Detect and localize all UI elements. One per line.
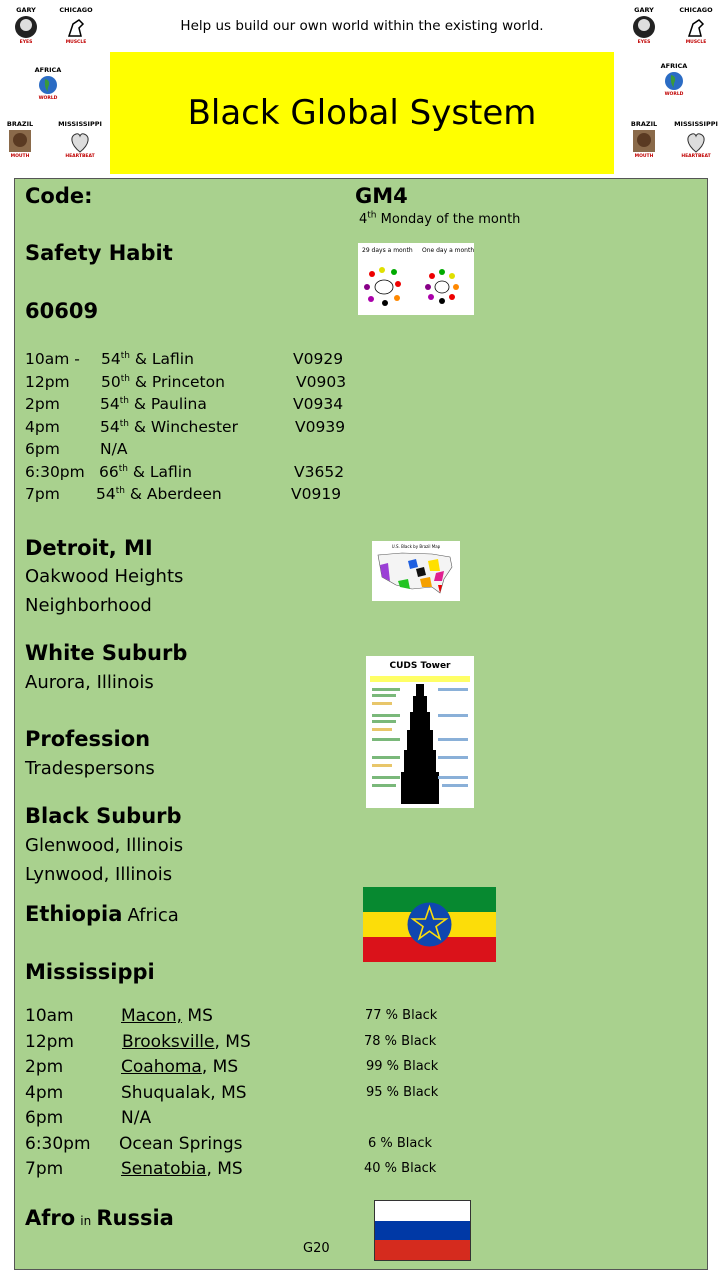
black-percentage: 40 % Black (364, 1161, 437, 1176)
black-suburb-line-1: Glenwood, Illinois (25, 835, 184, 856)
schedule-row (25, 1108, 465, 1134)
street-name: & Aberdeen (124, 485, 222, 503)
schedule-row (25, 350, 365, 373)
ethiopia-flag (363, 887, 496, 962)
figure-africa-left (22, 66, 74, 102)
state-abbr: , MS (214, 1031, 251, 1052)
safety-habit-heading: Safety Habit (25, 241, 173, 265)
schedule-row (25, 1057, 465, 1083)
face-photo-icon (631, 14, 657, 40)
town-link[interactable]: Coahoma (121, 1057, 202, 1077)
black-percentage: 6 % Black (368, 1135, 433, 1151)
street-suffix: th (119, 418, 129, 429)
figure-chicago-right (670, 6, 720, 46)
street-number: 54 (101, 350, 121, 368)
figure-label: MUSCLE (65, 40, 87, 45)
street-suffix: th (119, 395, 129, 406)
figure-label: WORLD (664, 92, 684, 97)
schedule-time: 6pm (25, 440, 60, 458)
white-suburb-heading: White Suburb (25, 641, 188, 665)
street-number: 54 (100, 395, 120, 413)
cuds-title: CUDS Tower (389, 661, 451, 671)
figure-name: AFRICA (660, 62, 688, 70)
street-number: 54 (100, 417, 120, 436)
schedule-code: V0934 (293, 395, 344, 413)
schedule-location (121, 1006, 213, 1026)
diagram-left-title: 29 days a month (362, 247, 413, 254)
chicago-schedule (25, 350, 365, 508)
russia-flag-icon (375, 1201, 470, 1260)
black-percentage: 99 % Black (366, 1059, 439, 1074)
figure-label: WORLD (38, 96, 58, 101)
ethiopia-subtitle: Africa (127, 905, 179, 926)
town-link[interactable]: Macon, (121, 1006, 183, 1026)
figure-name: CHICAGO (679, 6, 713, 14)
us-map-image (372, 541, 460, 601)
schedule-row (25, 418, 365, 441)
title-banner (110, 52, 614, 174)
schedule-location (121, 1057, 238, 1077)
schedule-time: 6:30pm (25, 462, 85, 481)
schedule-location (96, 485, 222, 503)
schedule-row (25, 1032, 465, 1058)
schedule-location: N/A (121, 1108, 152, 1128)
habit-circles-diagram (358, 243, 474, 315)
figure-label: MOUTH (10, 154, 30, 159)
schedule-location: Ocean Springs (119, 1133, 243, 1154)
schedule-location (121, 1159, 243, 1179)
footer-code: G20 (303, 1241, 330, 1256)
street-number: 66 (99, 462, 119, 481)
schedule-code: V0939 (295, 417, 346, 436)
state-abbr: , MS (201, 1057, 239, 1077)
heart-icon (68, 128, 92, 154)
detroit-line-2: Neighborhood (25, 595, 152, 616)
ethiopia-heading (25, 902, 179, 926)
code-note (359, 212, 520, 227)
schedule-time: 10am - (25, 350, 80, 368)
black-percentage: 95 % Black (366, 1084, 439, 1100)
schedule-code: V0929 (293, 350, 344, 368)
schedule-time: 2pm (25, 1057, 64, 1077)
muscle-arm-icon (63, 14, 89, 40)
russia-heading (25, 1206, 174, 1230)
schedule-time: 6:30pm (25, 1133, 91, 1154)
street-number: 54 (96, 485, 116, 503)
street-number: 50 (101, 372, 121, 391)
tagline: Help us build our own world within the existing world. (180, 18, 544, 34)
black-percentage: 77 % Black (365, 1008, 438, 1023)
schedule-time: 12pm (25, 1031, 74, 1052)
cuds-tower-image (366, 656, 474, 808)
schedule-location (101, 373, 225, 391)
figure-name: GARY (16, 6, 36, 14)
schedule-location (100, 418, 238, 436)
schedule-time: 4pm (25, 417, 60, 436)
street-name: & Paulina (128, 395, 207, 413)
map-title: U.S. Black by Brazil Map (391, 544, 441, 549)
town-link[interactable]: Brooksville (122, 1031, 215, 1052)
ethiopia-flag-icon (363, 887, 496, 962)
us-map-thumbnail (372, 541, 460, 601)
mississippi-heading: Mississippi (25, 960, 155, 984)
black-suburb-line-2: Lynwood, Illinois (25, 864, 173, 885)
black-percentage: 78 % Black (364, 1033, 437, 1049)
figure-name: BRAZIL (6, 120, 34, 128)
code-note-text: Monday of the month (376, 212, 521, 227)
schedule-row (25, 1134, 465, 1160)
figure-africa-right (648, 62, 700, 98)
state-abbr: MS (182, 1006, 213, 1026)
figure-name: BRAZIL (630, 120, 658, 128)
schedule-location: N/A (100, 440, 128, 458)
figure-name: CHICAGO (59, 6, 93, 14)
cuds-tower-graphic (366, 656, 474, 808)
code-label: Code: (25, 184, 93, 208)
figure-label: MUSCLE (685, 40, 707, 45)
figure-label: EYES (19, 40, 33, 45)
street-suffix: th (120, 350, 130, 361)
face-photo-icon (631, 128, 657, 154)
code-note-suffix: th (367, 210, 377, 221)
figure-brazil-left (0, 120, 46, 160)
profession-line: Tradespersons (25, 758, 155, 779)
muscle-arm-icon (683, 14, 709, 40)
figure-mississippi-left (54, 120, 106, 160)
schedule-time: 7pm (25, 485, 60, 503)
figure-label: EYES (637, 40, 651, 45)
mississippi-schedule (25, 1006, 465, 1185)
figure-label: HEARTBEAT (65, 154, 95, 159)
schedule-row (25, 1083, 465, 1109)
globe-icon (37, 74, 59, 96)
diagram-right-title: One day a month (422, 247, 474, 254)
figure-name: MISSISSIPPI (674, 120, 718, 128)
zip-heading: 60609 (25, 299, 99, 323)
town-link[interactable]: Senatobia (121, 1159, 207, 1179)
safety-habit-diagram (358, 243, 474, 315)
schedule-code: V3652 (294, 462, 345, 481)
street-name: & Winchester (128, 417, 238, 436)
figure-label: MOUTH (634, 154, 654, 159)
profession-heading: Profession (25, 727, 151, 751)
schedule-row (25, 463, 365, 486)
figure-name: GARY (634, 6, 654, 14)
russia-flag (374, 1200, 471, 1261)
figure-brazil-right (618, 120, 670, 160)
schedule-row (25, 395, 365, 418)
schedule-row (25, 373, 365, 396)
russia-word-russia: Russia (96, 1206, 174, 1230)
white-suburb-line: Aurora, Illinois (25, 672, 154, 693)
schedule-code: V0903 (296, 372, 347, 391)
globe-icon (663, 70, 685, 92)
street-suffix: th (115, 485, 125, 496)
street-name: & Princeton (129, 372, 225, 391)
figure-gary-left (0, 6, 52, 46)
detroit-line-1: Oakwood Heights (25, 566, 184, 587)
face-photo-icon (7, 128, 33, 154)
russia-word-in: in (80, 1214, 92, 1228)
schedule-location (101, 350, 194, 368)
code-value: GM4 (355, 184, 408, 208)
schedule-time: 4pm (25, 1082, 64, 1103)
schedule-time: 2pm (25, 395, 60, 413)
street-suffix: th (120, 373, 130, 384)
schedule-row (25, 440, 365, 463)
schedule-code: V0919 (291, 485, 342, 503)
russia-word-afro: Afro (25, 1206, 76, 1230)
figure-chicago-left (50, 6, 102, 46)
schedule-location (122, 1032, 251, 1052)
figure-name: AFRICA (34, 66, 62, 74)
street-suffix: th (118, 463, 128, 474)
figure-gary-right (618, 6, 670, 46)
face-photo-icon (13, 14, 39, 40)
detroit-heading: Detroit, MI (25, 536, 153, 560)
heart-icon (684, 128, 708, 154)
figure-label: HEARTBEAT (681, 154, 711, 159)
schedule-time: 6pm (25, 1108, 64, 1128)
schedule-row (25, 1159, 465, 1185)
schedule-time: 12pm (25, 372, 70, 391)
street-name: & Laflin (129, 350, 194, 368)
schedule-location (100, 395, 207, 413)
schedule-location: Shuqualak, MS (121, 1082, 247, 1103)
code-note-number: 4 (359, 212, 368, 227)
page-title: Black Global System (187, 93, 537, 133)
schedule-time: 10am (25, 1006, 74, 1026)
black-suburb-heading: Black Suburb (25, 804, 182, 828)
figure-name: MISSISSIPPI (58, 120, 102, 128)
schedule-row (25, 1006, 465, 1032)
state-abbr: , MS (206, 1159, 243, 1179)
schedule-location (99, 463, 192, 481)
figure-mississippi-right (670, 120, 720, 160)
schedule-row (25, 485, 365, 508)
ethiopia-title: Ethiopia (25, 902, 123, 926)
street-name: & Laflin (127, 462, 192, 481)
schedule-time: 7pm (25, 1159, 64, 1179)
